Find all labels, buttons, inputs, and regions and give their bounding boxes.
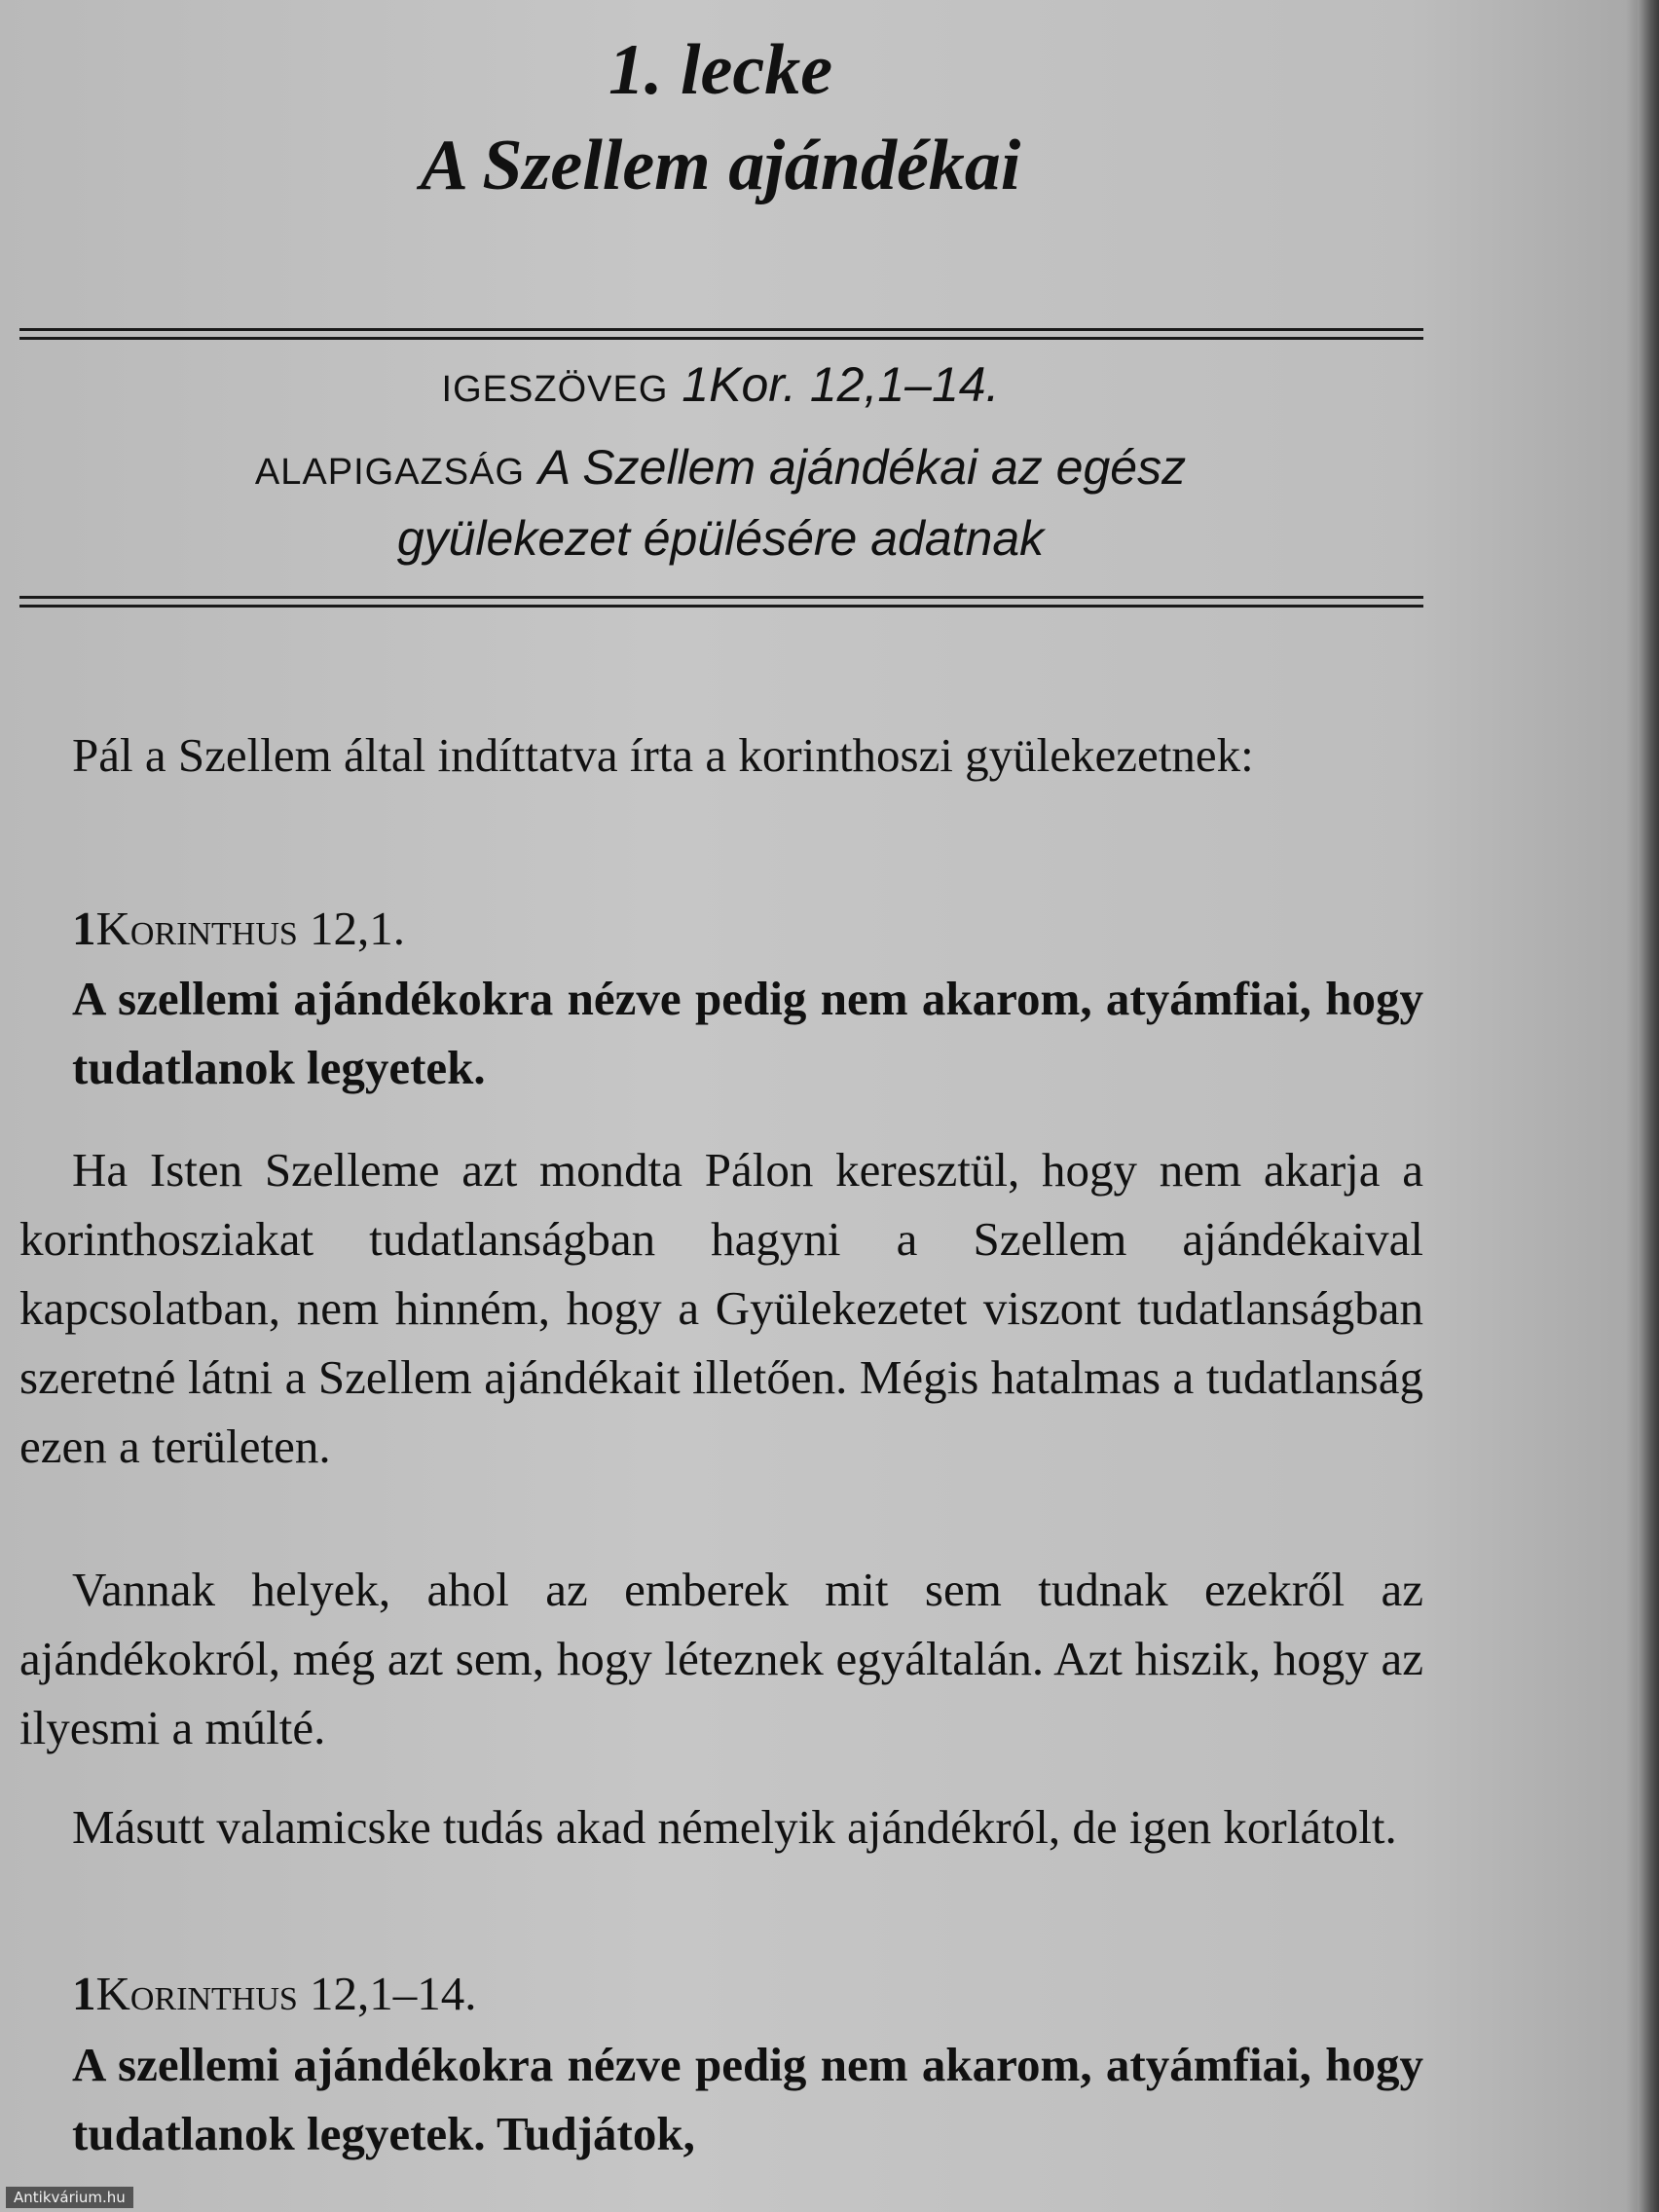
truth-label: ALAPIGAZSÁG bbox=[254, 452, 525, 493]
ref2-book: Korinthus bbox=[95, 1967, 298, 2020]
paragraph-1: Pál a Szellem által indíttatva írta a korinthoszi gyülekezetnek: bbox=[72, 728, 1254, 782]
paragraph-2: Ha Isten Szelleme azt mondta Pálon keresztül, hogy nem akarja a korinthosziakat tudatlanságban hagyni a Szellem ajándékaival kapcsolatban, nem hinném, hogy a Gyülekezetet viszont tudatlanságban szeretné látni a Szellem ajándékait illetően. Mégis hatalmas a tudatlanság ezen a területen. bbox=[19, 1143, 1423, 1473]
book-gutter-shadow bbox=[1638, 0, 1659, 2212]
watermark: Antikvárium.hu bbox=[6, 2187, 133, 2208]
ref1-verse: 12,1. bbox=[310, 902, 406, 955]
ref1-book: Korinthus bbox=[95, 902, 298, 955]
scripture-label: IGESZÖVEG bbox=[441, 369, 669, 410]
truth-text-1: A Szellem ajándékai az egész bbox=[537, 440, 1187, 495]
bible-reference-1 bbox=[72, 894, 405, 963]
quote-1: A szellemi ajándékokra nézve pedig nem akarom, atyámfiai, hogy tudatlanok legyetek. bbox=[72, 972, 1423, 1094]
scripture-reference: 1Kor. 12,1–14. bbox=[682, 357, 1000, 412]
top-double-rule bbox=[19, 328, 1423, 340]
ref2-verse: 12,1–14. bbox=[310, 1967, 477, 2020]
quote-2: A szellemi ajándékokra nézve pedig nem akarom, atyámfiai, hogy tudatlanok legyetek. Tudjátok, bbox=[72, 2038, 1423, 2160]
bottom-double-rule bbox=[19, 596, 1423, 608]
scripture-line bbox=[0, 352, 1441, 422]
ref2-number: 1 bbox=[72, 1967, 96, 2020]
ref1-number: 1 bbox=[72, 902, 96, 955]
truth-line-1 bbox=[0, 435, 1441, 504]
bible-reference-2 bbox=[72, 1959, 477, 2028]
lesson-title: A Szellem ajándékai bbox=[420, 126, 1021, 205]
truth-text-2: gyülekezet épülésére adatnak bbox=[396, 511, 1045, 566]
paragraph-4: Másutt valamicske tudás akad némelyik ajándékról, de igen korlátolt. bbox=[72, 1800, 1397, 1854]
lesson-number: 1. lecke bbox=[608, 30, 833, 110]
paragraph-3: Vannak helyek, ahol az emberek mit sem tudnak ezekről az ajándékokról, még azt sem, hogy léteznek egyáltalán. Azt hiszik, hogy az ilyesmi a múlté. bbox=[19, 1563, 1423, 1754]
